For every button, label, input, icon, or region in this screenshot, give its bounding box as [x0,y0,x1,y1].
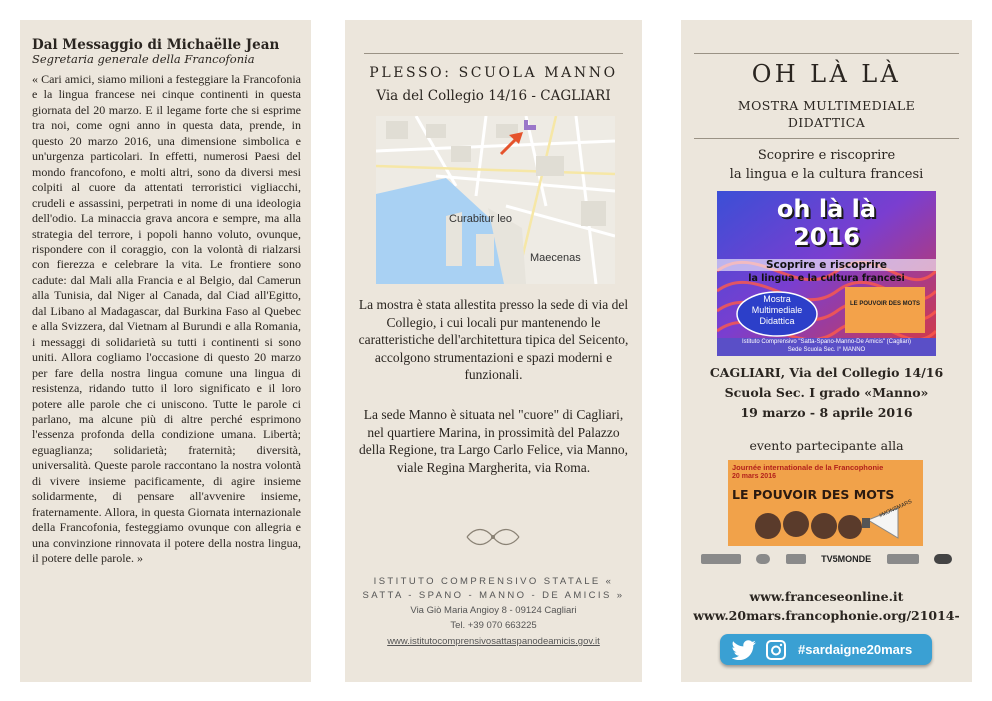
partner-logo-3 [786,554,806,564]
partner-logo-tv5monde: TV5MONDE [821,554,872,564]
partner-logo-6 [934,554,952,564]
institute-website-link[interactable]: www.istitutocomprensivosattaspanodeamicis.gov.it [387,636,600,647]
map-label-maecenas: Maecenas [530,252,581,264]
location-panel [345,20,642,682]
poster-title: oh là là [776,195,877,223]
tagline-line-2: la lingua e la cultura francesi [729,167,924,182]
partner-logo-5 [887,554,919,564]
poster-badge-line-2: Multimediale [751,305,803,315]
message-body: « Cari amici, siamo milioni a festeggiare la Francofonia e la lingua francese nei cinque continenti in questa giornata del 20 marzo. E il legame forte che si esprime tra noi, come ogni anno in questa data, prende, in questo 20 marzo 2016, una dimensione simbolica e un'urgenza particolari. In effetti, numerosi Paesi del mondo francofono, e molti altri, sono da diversi mesi colpiti al cuore da attentati terroristici vigliacchi, crudeli e assassini, perpetrati in nome di una ideologia dell'odio. La minaccia grava ancora e sempre, ma alla strategia del terrore, i popoli hanno voluto, ovunque, rispondere con il coraggio, con la volontà di rialzarsi con fierezza e celebrare la vita. Le frontiere sono cadute: dal Mali alla Francia e al Belgio, dal Camerun alla Tunisia, dal Niger al Canada, dal Ciad all'Egitto, dal Libano al Madagascar, dal Burkina Faso al Quebec e alla Svizzera, dal Vietnam al Burundi e alla Romania, i messaggi di solidarietà su tutti i continenti si sono uniti. Allora cogliamo l'occasione di questo 20 marzo per fare della nostra lingua comune una lingua di resistenza, ridando tutto il loro significato e il loro potere alle parole che ci uniscono. Tutte le parole ci parlano, ma alcune più di altre perché esprimono l'essenza profonda della condizione umana. Libertà; eguaglianza; solidarietà; fraternità; diversità, universalità. Queste parole raccontano la nostra volontà di vivere insieme pacificamente, di agire insieme solidarmente, di pensare all'avvenire insieme, fraternamente. Allora, in questa Giornata internazionale della Francofonia, festeggiamo ovunque con allegria e una convinzione rinnovata il potere della nostra lingua, il potere delle parole. » [32,72,301,566]
exhibition-subtitle: MOSTRA MULTIMEDIALE DIDATTICA [737,98,916,130]
poster-footer-2: Sede Scuola Sec. I° MANNO [787,347,866,353]
poster-year: 2016 [793,223,860,251]
banner-date: 20 mars 2016 [732,473,776,480]
message-subtitle: Segretaria generale della Francofonia [32,52,255,66]
francophonie-banner [728,460,923,546]
banner-side-text: #MONSMARS [878,498,914,520]
banner-top-text: Journée internationale de la Francophonie [732,463,884,472]
link-franceseonline[interactable]: www.franceseonline.it [749,589,904,604]
partner-logo-2 [756,554,770,564]
poster-badge-line-1: Mostra [763,294,791,304]
exhibition-description: La mostra è stata allestita presso la sede di via del Collegio, i cui locali pur mantenendo le caratteristiche dell'architettura tipica del Seicento, accolgono strumentazioni e spazi moderni e funzionali. [358,297,629,382]
exhibition-dates: 19 marzo - 8 aprile 2016 [740,405,913,420]
divider-top [364,53,623,54]
plesso-heading: PLESSO: SCUOLA MANNO [369,65,618,81]
exhibition-school: Scuola Sec. I grado «Manno» [724,385,929,400]
partner-logos [701,551,952,567]
event-participant-text: evento partecipante alla [749,438,904,453]
message-panel [20,20,311,682]
exhibition-title: OH LÀ LÀ [751,60,902,88]
plesso-address: Via del Collegio 14/16 - CAGLIARI [376,88,611,104]
poster-mini-banner: LE POUVOIR DES MOTS [849,301,920,307]
hashtag-text[interactable]: #sardaigne20mars [798,642,913,657]
poster-badge-line-3: Didattica [759,316,795,326]
location-map [376,116,615,284]
instagram-icon[interactable] [766,640,786,660]
poster-tagline-1: Scoprire e riscoprire [717,259,936,271]
exhibition-panel [681,20,972,682]
social-hashtag-bar[interactable] [720,634,932,665]
ornament-divider [463,525,523,553]
poster-badge [737,294,817,327]
divider-mid [694,138,959,139]
exhibition-location: CAGLIARI, Via del Collegio 14/16 [709,365,944,380]
tagline-line-1: Scoprire e riscoprire [757,148,896,163]
message-title: Dal Messaggio di Michaëlle Jean [32,37,280,53]
institute-street: Via Giò Maria Angioy 8 - 09124 Cagliari [410,605,577,616]
exhibition-poster [717,191,936,356]
banner-main-text: LE POUVOIR DES MOTS [732,487,895,502]
location-description: La sede Manno è situata nel "cuore" di Cagliari, nel quartiere Marina, in prossimità del Palazzo della Regione, tra Largo Carlo Felice, via Manno, viale Regina Margherita, via Roma. [359,407,628,475]
divider-top [694,53,959,54]
web-links [681,587,972,625]
twitter-icon[interactable] [732,640,756,660]
link-francophonie[interactable]: www.20mars.francophonie.org/21014- [693,608,960,623]
poster-footer-1: Istituto Comprensivo "Satta-Spano-Manno-De Amicis" (Cagliari) [742,339,911,345]
poster-tagline-2: la lingua e la cultura francesi [748,273,905,284]
partner-logo-1 [701,554,741,564]
exhibition-tagline [681,146,972,184]
exhibition-details [681,363,972,423]
institute-name: ISTITUTO COMPRENSIVO STATALE « SATTA - SPANO - MANNO - DE AMICIS » [362,576,625,601]
institute-phone: Tel. +39 070 663225 [450,620,537,631]
map-label-curabitur: Curabitur leo [449,213,512,225]
